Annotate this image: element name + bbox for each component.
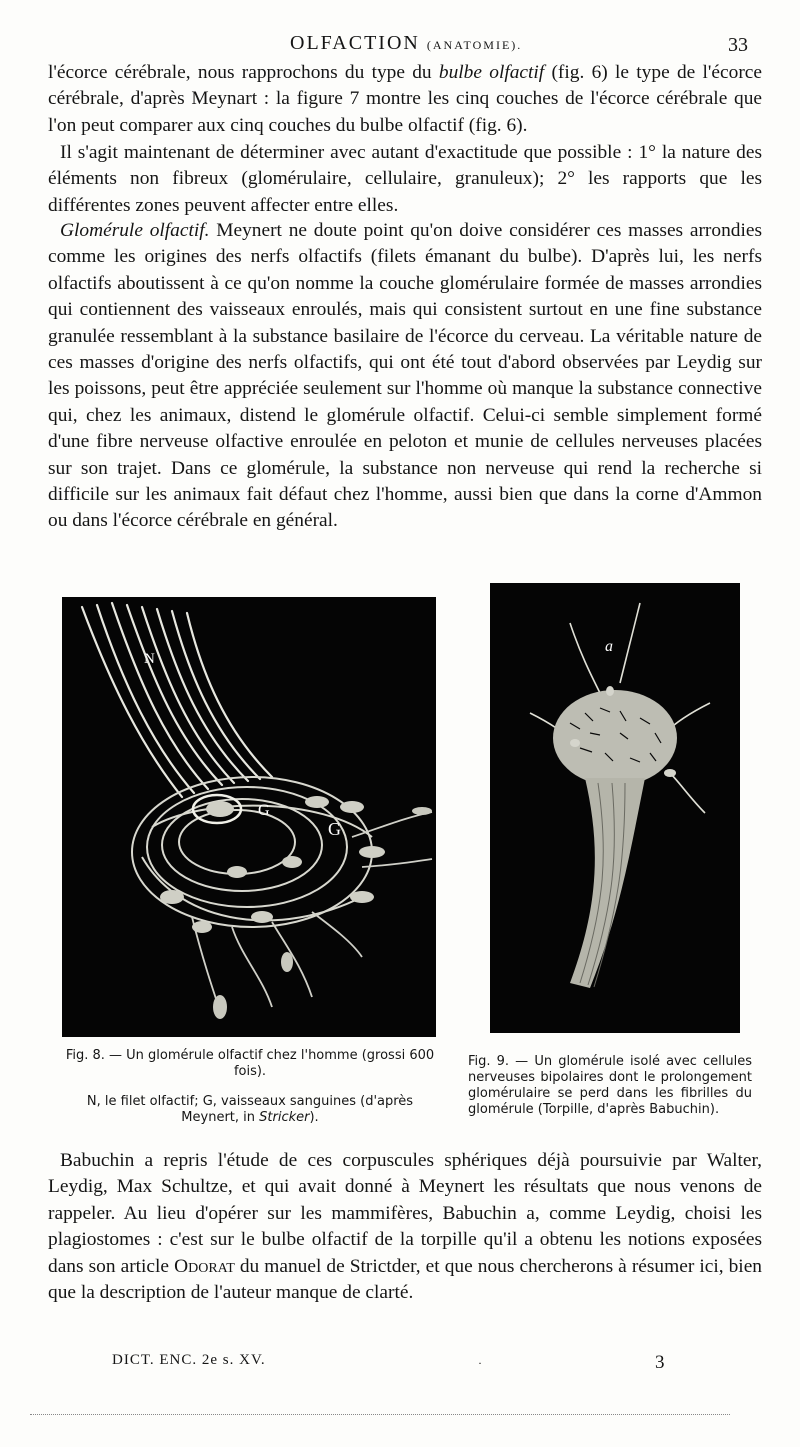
fig8-label-g1: G: [258, 802, 270, 819]
figure-8-caption-key: [60, 1094, 440, 1126]
printer-signature: DICT. ENC. 2e s. XV.: [112, 1352, 266, 1368]
paragraph-1-text-c: (fig. 6) le type de l'écorce cérébrale, d'après Meynart : la figure 7 montre les cinq couches de l'écorce cérébrale que l'on peut comparer aux cinq couches du bulbe olfactif (fig. 6).: [48, 62, 762, 136]
running-title: [290, 32, 522, 55]
figure-9-glomerule-isole: [490, 583, 740, 1033]
header-title: OLFACTION: [290, 32, 420, 54]
figure-9-caption: Fig. 9. — Un glomérule isolé avec cellules nerveuses bipolaires dont le prolongement glomérulaire se perd dans les fibrilles du glomérule (Torpille, d'après Babuchin).: [468, 1054, 752, 1117]
paragraph-4-smallcaps: Odorat: [174, 1255, 235, 1277]
paragraph-4: [48, 1148, 762, 1306]
page-footer: [0, 1352, 800, 1376]
paragraph-3-text: Meynert ne doute point qu'on doive considérer ces masses arrondies comme les origines des nerfs olfactifs (filets émanant du bulbe). D'après lui, les nerfs olfactifs aboutissent à ce qu'on nomme la couche glomérulaire formée de masses arrondies qui contiennent des vaisseaux enroulés, mais qui consistent surtout en une fine substance granulée ressemblant à la substance basilaire de l'écorce du cerveau. La véritable nature de ces masses d'origine des nerfs olfactifs, qui ont été tout d'abord observées par Leydig sur les poissons, peut être appréciée seulement sur l'homme où manque la substance connective qui, chez les animaux, distend le glomérule olfactif. Celui-ci semble simplement formé d'une fibre nerveuse olfactive enroulée en peloton et munie de cellules nerveuses placées sur son trajet. Dans ce glomérule, la substance non nerveuse qui rend la recherche si difficile sur les animaux fait défaut chez l'homme, aussi bien que dans la corne d'Ammon ou dans l'écorce cérébrale en général.: [48, 220, 763, 532]
paragraph-4-text-a: Babuchin a repris l'étude de ces corpuscules sphériques déjà poursuivie par Walter, Leydig, Max Schultze, et qui avait donné à Meynert les résultats que nous venons de rappeler. Au lieu d'opérer sur les mammifères, Babuchin a, comme Leydig, choisi les plagiostomes : c'est sur le bulbe olfactif de la torpille qu'il a obtenu les notions exposées dans son article: [48, 1150, 762, 1277]
figure-9-illustration: [490, 583, 740, 1033]
fig8-label-n: N: [144, 651, 155, 667]
header-subtitle: (ANATOMIE).: [426, 38, 523, 52]
figure-8-illustration: [62, 597, 436, 1037]
figure-8-key-text-b: ).: [309, 1110, 319, 1125]
figure-8-key-text-a: N, le filet olfactif; G, vaisseaux sanguines (d'après Meynert, in: [86, 1094, 414, 1125]
paragraph-1-text-a: l'écorce cérébrale, nous rapprochons du type du: [48, 62, 439, 83]
fig8-label-g2: G: [328, 819, 341, 839]
paragraph-1-italic: bulbe olfactif: [438, 62, 545, 83]
figure-8-key-italic: Stricker: [259, 1110, 310, 1125]
bottom-rule: [30, 1414, 730, 1415]
figure-8-glomerule-homme: [62, 597, 436, 1037]
figure-8-caption: Fig. 8. — Un glomérule olfactif chez l'homme (grossi 600 fois).: [65, 1048, 435, 1079]
fig9-label-a: a: [605, 638, 613, 655]
paragraph-4-text-b: du manuel de Strictder, et que nous chercherons à résumer ici, bien que la description de l'auteur manque de clarté.: [48, 1255, 762, 1304]
paragraph-2: Il s'agit maintenant de déterminer avec autant d'exactitude que possible : 1° la nature des éléments non fibreux (glomérulaire, cellulaire, granuleux); 2° les rapports que les différentes zones peuvent affecter entre elles.: [48, 142, 762, 216]
footer-dot: ·: [478, 1356, 483, 1370]
section-heading: Glomérule olfactif.: [60, 220, 210, 241]
running-header: [0, 32, 800, 60]
paragraph-3: [48, 218, 762, 535]
sheet-number: 3: [655, 1352, 666, 1373]
page-number: 33: [728, 34, 748, 56]
paragraph-1: [48, 60, 762, 139]
